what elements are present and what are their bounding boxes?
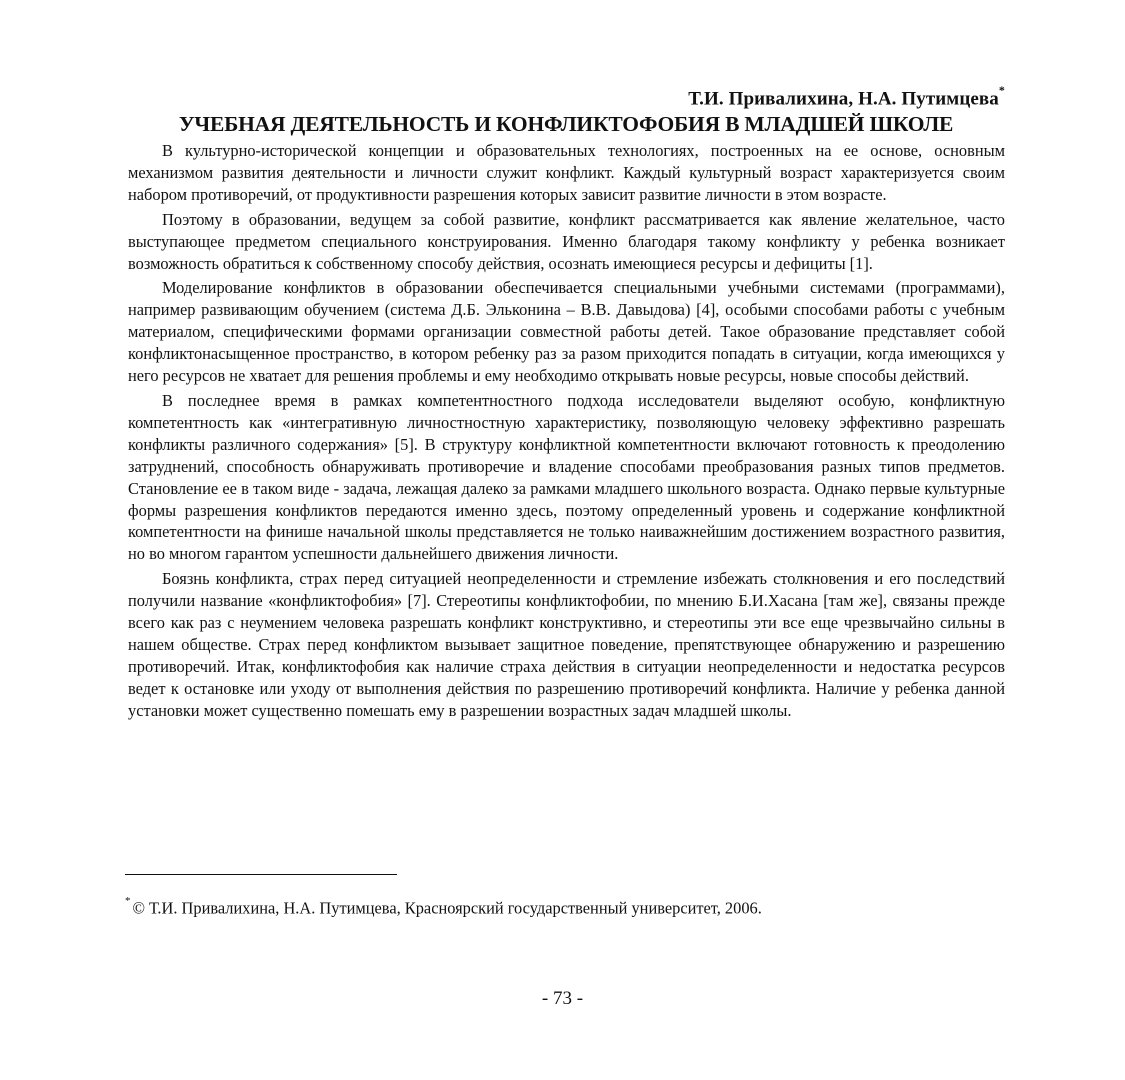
article-title: УЧЕБНАЯ ДЕЯТЕЛЬНОСТЬ И КОНФЛИКТОФОБИЯ В МЛАДШЕЙ ШКОЛЕ	[178, 112, 954, 136]
authors-names: Т.И. Привалихина, Н.А. Путимцева	[688, 88, 999, 110]
authors-line	[688, 83, 1005, 110]
paragraph-2: Поэтому в образовании, ведущем за собой развитие, конфликт рассматривается как явление желательное, часто выступающее предметом специального конструирования. Именно благодаря такому конфликту у ребенка возникает возможность обратиться к собственному способу действия, осознать имеющиеся ресурсы и дефициты [1].	[128, 209, 1005, 273]
footnote	[125, 895, 1005, 918]
paragraph-1: В культурно-исторической концепции и образовательных технологиях, построенных на ее основе, основным механизмом развития деятельности и личности служит конфликт. Каждый культурный возраст характеризуется своим набором противоречий, от продуктивности разрешения которых зависит развитие личности в этом возрасте.	[128, 141, 1005, 204]
paragraph-5: Боязнь конфликта, страх перед ситуацией неопределенности и стремление избежать столкновения и его последствий получили название «конфликтофобия» [7]. Стереотипы конфликтофобии, по мнению Б.И.Хасана [там же], связаны прежде всего как раз с неумением человека разрешать конфликт конструктивно, и стереотипы эти все еще чрезвычайно сильны в нашем обществе. Страх перед конфликтом вызывает защитное поведение, препятствующее обнаружению и разрешению противоречий. Итак, конфликтофобия как наличие страха действия в ситуации неопределенности и недостатка ресурсов ведет к остановке или уходу от выполнения действия по разрешению противоречий конфликта. Наличие у ребенка данной установки может существенно помешать ему в разрешении возрастных задач младшей школы.	[128, 569, 1005, 720]
footnote-divider	[125, 874, 397, 876]
footnote-marker: *	[125, 895, 131, 907]
page-number: - 73 -	[541, 988, 584, 1009]
paragraph-4: В последнее время в рамках компетентностного подхода исследователи выделяют особую, конфликтную компетентность как «интегративную личностностную характеристику, позволяющую человеку эффективно разрешать конфликты различного содержания» [5]. В структуру конфликтной компетентности включают готовность к преодолению затруднений, способность обнаруживать противоречие и владение способами преобразования разных типов предметов. Становление ее в таком виде - задача, лежащая далеко за рамками младшего школьного возраста. Однако первые культурные формы разрешения конфликтов передаются именно здесь, поэтому определенный уровень и содержание конфликтной компетентности на финише начальной школы представляется не только наиважнейшим достижением возрастного развития, но во многом гарантом успешности дальнейшего движения личности.	[128, 390, 1005, 564]
paragraph-3: Моделирование конфликтов в образовании обеспечивается специальными учебными системами (программами), например развивающим обучением (система Д.Б. Эльконина – В.В. Давыдова) [4], особыми способами работы с учебным материалом, специфическими формами организации совместной работы детей. Такое образование представляет собой конфликтонасыщенное пространство, в котором ребенку раз за разом приходится попадать в ситуации, когда имеющихся у него ресурсов не хватает для решения проблемы и ему необходимо открывать новые ресурсы, новые способы действий.	[128, 278, 1005, 386]
article-body	[128, 140, 1005, 725]
footnote-text: © Т.И. Привалихина, Н.А. Путимцева, Красноярский государственный университет, 2006.	[132, 898, 762, 918]
authors-footnote-marker: *	[998, 83, 1005, 97]
